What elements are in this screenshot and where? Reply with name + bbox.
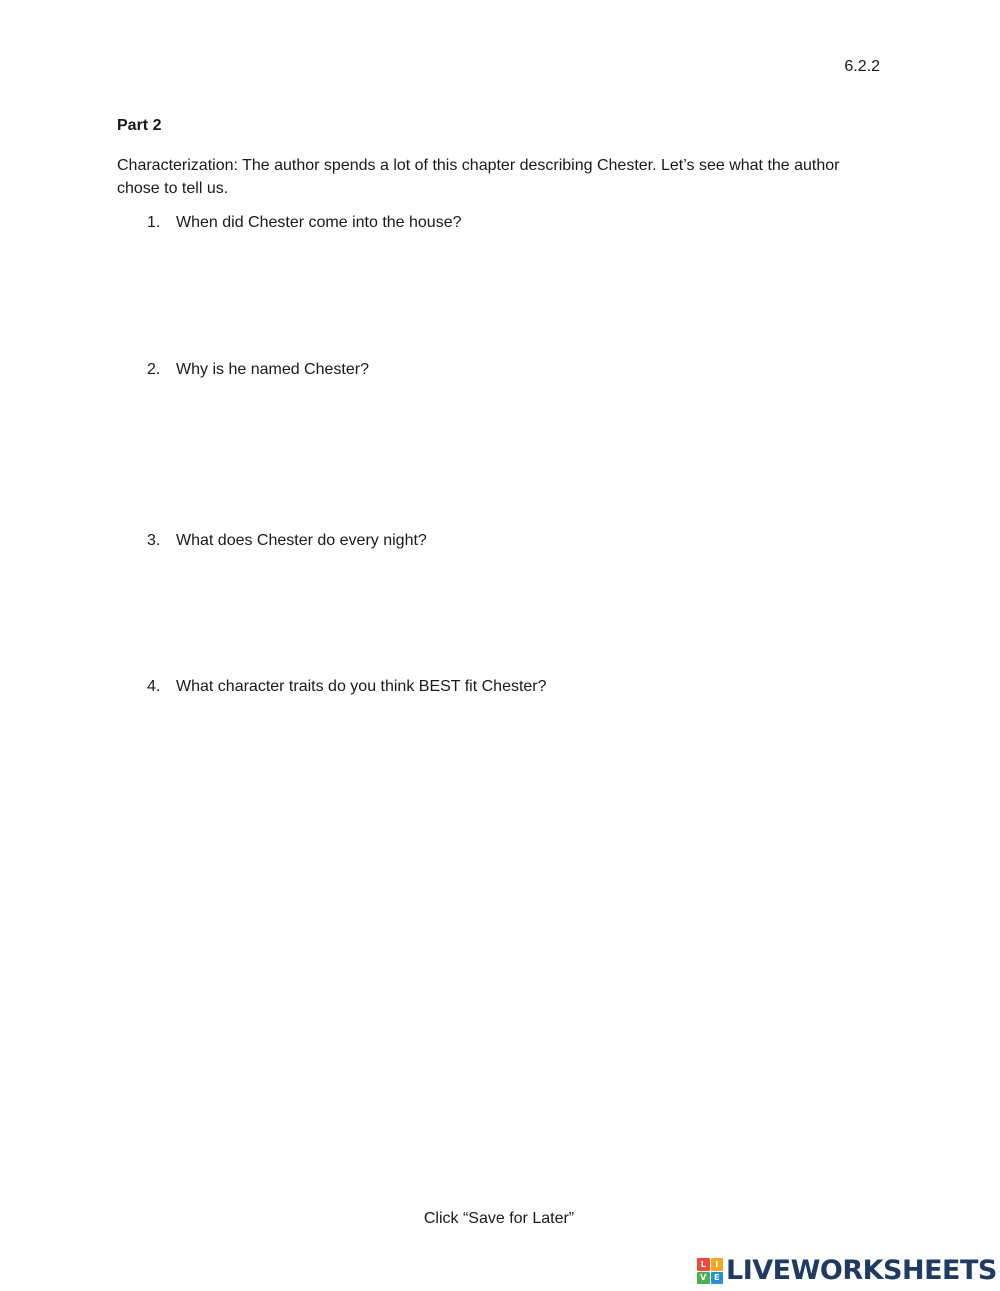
intro-paragraph: Characterization: The author spends a lot of this chapter describing Chester. Let’s see what the author chose to tell us. [117, 157, 840, 197]
question-text: Why is he named Chester? [176, 361, 369, 378]
question-number: 2. [147, 361, 161, 378]
question-4 [147, 678, 547, 696]
question-number: 4. [147, 678, 161, 695]
brand-wordmark: LIVEWORKSHEETS [726, 1255, 997, 1286]
logo-letter-e: E [711, 1272, 724, 1285]
question-number: 1. [147, 214, 161, 231]
question-text: What does Chester do every night? [176, 532, 427, 549]
liveworksheets-logo-icon [697, 1258, 723, 1284]
question-text: What character traits do you think BEST fit Chester? [176, 678, 547, 695]
logo-letter-v: V [697, 1272, 710, 1285]
question-number: 3. [147, 532, 161, 549]
footer-note: Click “Save for Later” [423, 1210, 575, 1227]
page-number: 6.2.2 [844, 58, 880, 75]
answer-area-3[interactable] [176, 562, 876, 672]
liveworksheets-brand[interactable] [697, 1256, 997, 1286]
question-text: When did Chester come into the house? [176, 214, 462, 231]
answer-area-1[interactable] [176, 244, 876, 354]
logo-letter-i: I [711, 1258, 724, 1271]
part-heading: Part 2 [117, 117, 162, 134]
question-3 [147, 532, 427, 550]
answer-area-4[interactable] [176, 708, 876, 1188]
question-2 [147, 361, 369, 379]
logo-letter-l: L [697, 1258, 710, 1271]
question-1 [147, 214, 462, 232]
answer-area-2[interactable] [176, 391, 876, 521]
